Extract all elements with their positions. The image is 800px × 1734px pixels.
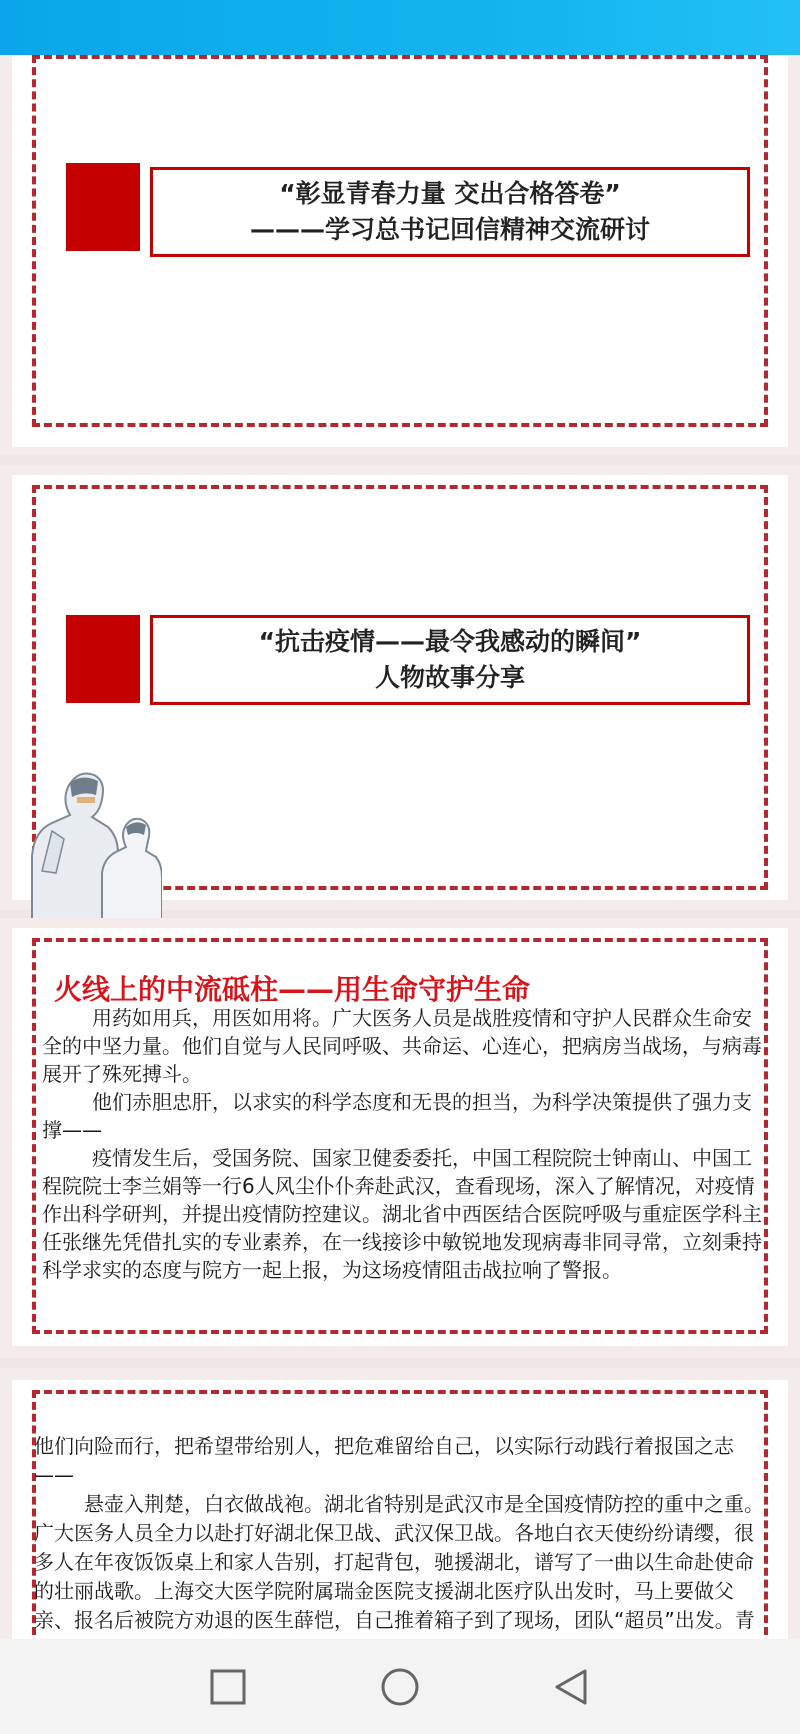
slide-1-title-line1: “彰显青春力量 交出合格答卷” [279,179,621,208]
story-2-paragraph-1: 他们向险而行，把希望带给别人，把危难留给自己，以实际行动践行着报国之志—— [34,1434,734,1487]
status-bar [0,0,800,55]
slide-3 [0,918,800,1358]
slide-1-title-box [150,167,750,257]
navigation-bar [0,1639,800,1734]
slide-1-title-line2: ———学习总书记回信精神交流研讨 [249,215,650,244]
slide-4 [0,1368,800,1668]
story-2-text [34,1432,769,1664]
story-2-paragraph-2: 悬壶入荆楚，白衣做战袍。湖北省特别是武汉市是全国疫情防控的重中之重。广大医务人员全力以赴打好湖北保卫战、武汉保卫战。各地白衣天使纷纷请缨，很多人在年夜饭饭桌上和家人告别，打起背包，驰援湖北，谱写了一曲以生命赴使命的壮丽战歌。上海交大医学院附属瑞金医院支援湖北医疗队出发时，马上要做父亲、报名后被院方劝退的医生薛恺，自己推着箱子到了现场，团队“超员”出发。青 [34,1492,764,1632]
red-block [66,615,140,703]
red-block [66,163,140,251]
slide-1-card [12,55,788,447]
slide-2 [0,465,800,910]
story-1-text [42,1004,767,1284]
slide-1 [0,55,800,455]
slide-3-card [12,928,788,1346]
story-1-paragraph-1: 用药如用兵，用医如用将。广大医务人员是战胜疫情和守护人民群众生命安全的中坚力量。他们自觉与人民同呼吸、共命运、心连心，把病房当战场，与病毒展开了殊死搏斗。 [42,1006,762,1086]
slide-2-title-box [150,615,750,705]
slide-2-title-line2: 人物故事分享 [374,663,525,692]
circle-icon[interactable] [380,1667,420,1707]
slide-2-card [12,475,788,900]
story-title: 火线上的中流砥柱——用生命守护生命 [54,973,531,1006]
medical-workers-illustration [22,761,162,921]
square-icon[interactable] [208,1667,248,1707]
triangle-back-icon[interactable] [552,1667,592,1707]
slide-2-title-line1: “抗击疫情——最令我感动的瞬间” [258,627,642,656]
story-1-paragraph-3: 疫情发生后，受国务院、国家卫健委委托，中国工程院院士钟南山、中国工程院院士李兰娟等一行6人风尘仆仆奔赴武汉，查看现场，深入了解情况，对疫情作出科学研判，并提出疫情防控建议。湖北省中西医结合医院呼吸与重症医学科主任张继先凭借扎实的专业素养，在一线接诊中敏锐地发现病毒非同寻常，立刻秉持科学求实的态度与院方一起上报，为这场疫情阻击战拉响了警报。 [42,1146,762,1282]
story-1-paragraph-2: 他们赤胆忠肝，以求实的科学态度和无畏的担当，为科学决策提供了强力支撑—— [42,1090,752,1142]
